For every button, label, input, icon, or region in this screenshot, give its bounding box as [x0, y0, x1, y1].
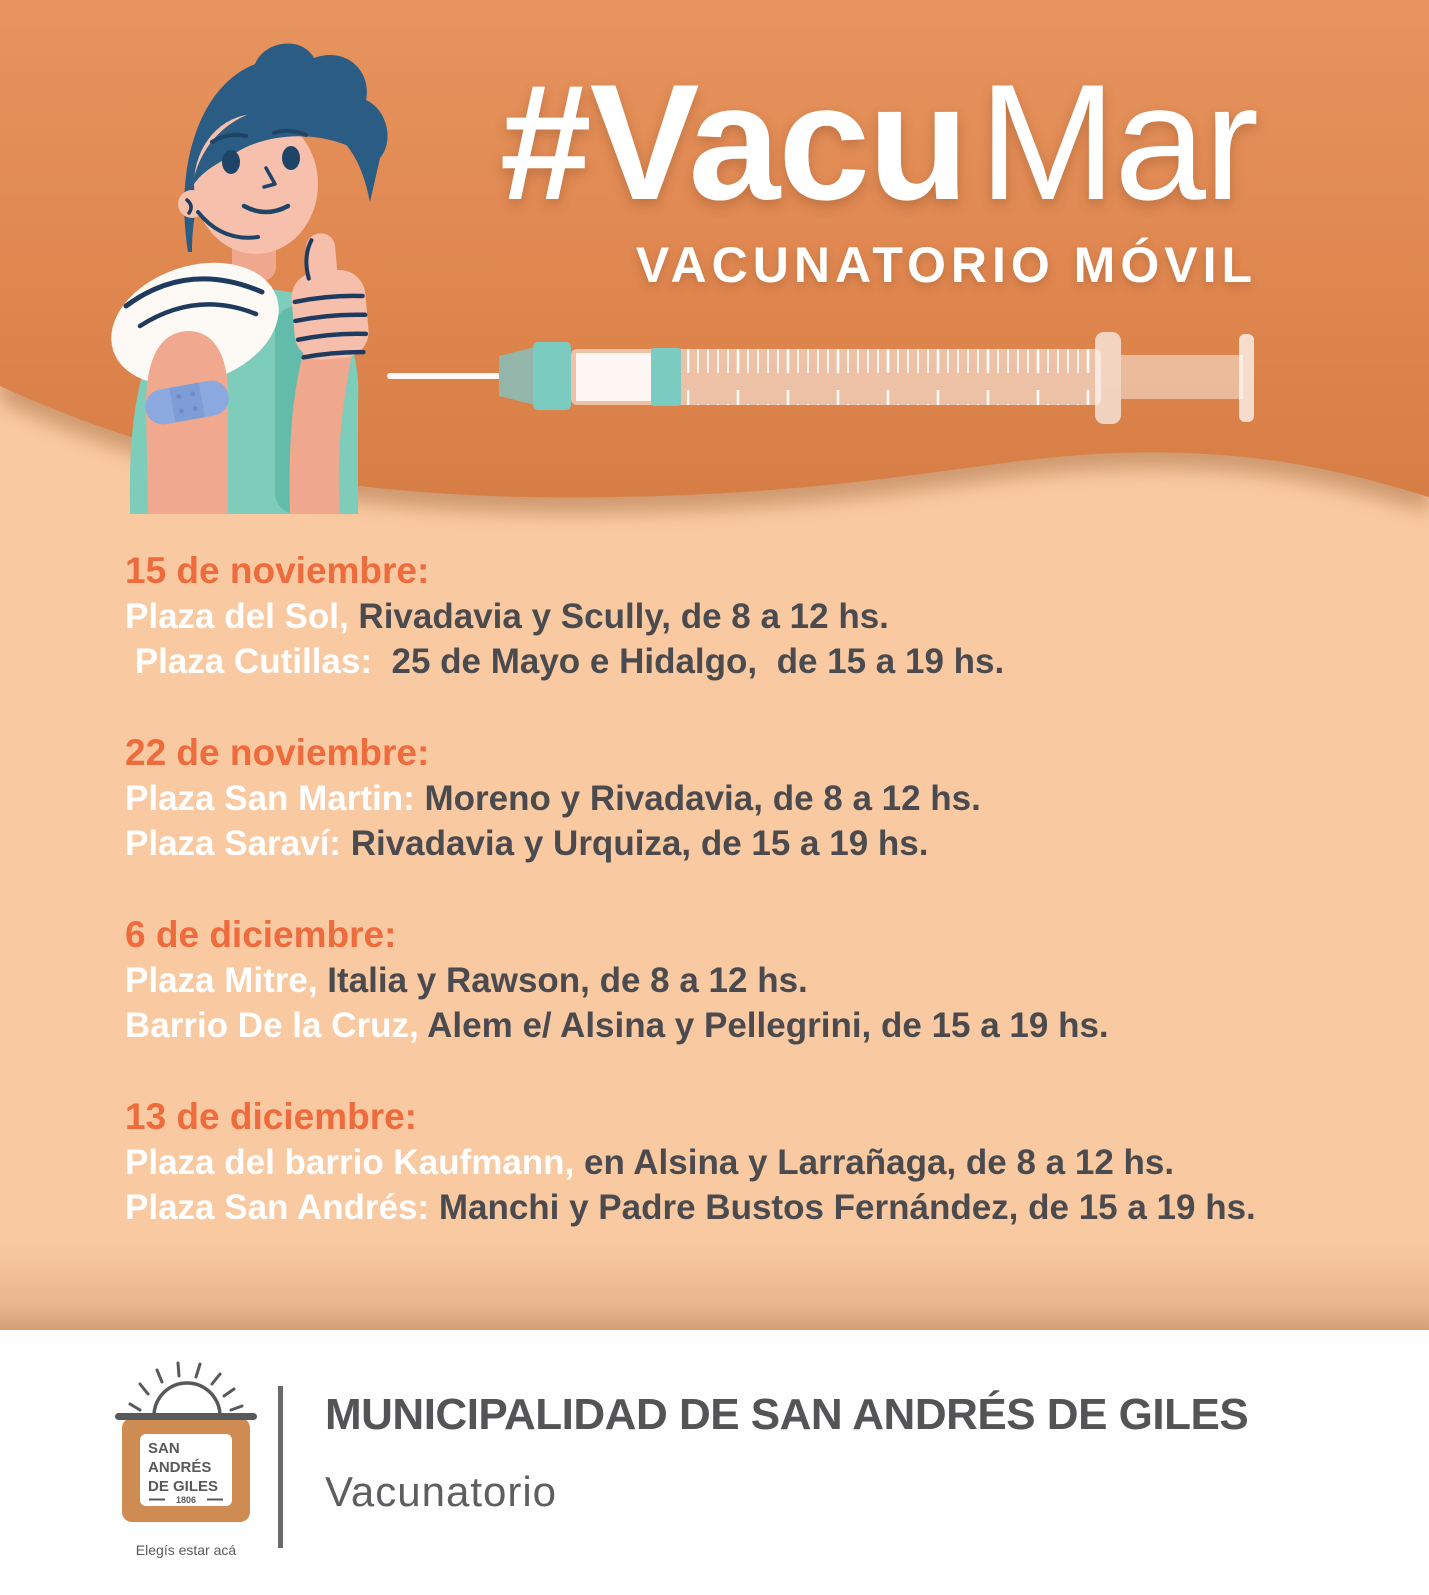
footer-divider	[278, 1386, 283, 1548]
schedule-detail: Alem e/ Alsina y Pellegrini, de 15 a 19 hs.	[418, 1006, 1109, 1045]
hashtag-title	[499, 50, 1257, 234]
syringe-flange	[1095, 332, 1121, 424]
logo-text-line3: DE GILES	[148, 1478, 219, 1495]
poster-title	[499, 50, 1257, 293]
schedule-detail: Moreno y Rivadavia, de 8 a 12 hs.	[414, 779, 981, 818]
logo-year: 1806	[175, 1495, 197, 1505]
schedule-place: Plaza San Martin:	[125, 779, 415, 818]
vaccination-schedule	[125, 548, 1385, 1276]
schedule-date: 22 de noviembre:	[125, 732, 430, 773]
schedule-entry	[125, 821, 1385, 866]
schedule-detail: Rivadavia y Urquiza, de 15 a 19 hs.	[340, 824, 929, 863]
boy-eye-left	[222, 150, 240, 174]
logo-tagline: Elegís estar acá	[135, 1542, 237, 1558]
municipality-logo	[102, 1352, 266, 1576]
schedule-place: Barrio De la Cruz,	[125, 1006, 419, 1045]
syringe-plunger-cap	[1239, 334, 1254, 422]
schedule-place: Plaza del Sol,	[125, 597, 349, 636]
syringe-plunger-seal	[651, 348, 681, 406]
logo-box-lid	[115, 1413, 257, 1420]
schedule-date: 15 de noviembre:	[125, 550, 430, 591]
schedule-place: Plaza San Andrés:	[125, 1188, 430, 1227]
schedule-detail: Italia y Rawson, de 8 a 12 hs.	[317, 961, 808, 1000]
schedule-place: Plaza Mitre,	[125, 961, 318, 1000]
schedule-detail: Rivadavia y Scully, de 8 a 12 hs.	[348, 597, 889, 636]
schedule-block	[125, 1094, 1385, 1230]
footer-organization: MUNICIPALIDAD DE SAN ANDRÉS DE GILES	[325, 1390, 1249, 1439]
hashtag-title-bold: #Vacu	[499, 50, 967, 234]
schedule-detail: en Alsina y Larrañaga, de 8 a 12 hs.	[574, 1143, 1175, 1182]
schedule-detail: Manchi y Padre Bustos Fernández, de 15 a 19 hs.	[429, 1188, 1256, 1227]
schedule-entry	[125, 1003, 1385, 1048]
schedule-block	[125, 548, 1385, 684]
schedule-entry	[125, 594, 1385, 639]
schedule-date: 6 de diciembre:	[125, 914, 397, 955]
syringe-hub	[533, 342, 571, 410]
schedule-detail: 25 de Mayo e Hidalgo, de 15 a 19 hs.	[372, 642, 1005, 681]
syringe-hub-cone	[499, 347, 535, 405]
schedule-entry	[125, 1185, 1385, 1230]
logo-text-line1: SAN	[148, 1440, 180, 1457]
poster-subtitle: VACUNATORIO MÓVIL	[635, 237, 1257, 293]
schedule-block	[125, 912, 1385, 1048]
vaccinated-boy-illustration	[60, 14, 450, 514]
schedule-entry	[125, 776, 1385, 821]
schedule-entry	[125, 639, 1385, 684]
schedule-entry	[125, 1140, 1385, 1185]
footer-department: Vacunatorio	[325, 1468, 558, 1515]
hashtag-title-light: Mar	[978, 50, 1257, 234]
logo-text-line2: ANDRÉS	[148, 1459, 212, 1476]
footer-top-shadow	[0, 1244, 1429, 1330]
syringe-fluid	[576, 353, 652, 401]
schedule-block	[125, 730, 1385, 866]
boy-eye-right	[282, 146, 300, 170]
syringe-illustration	[383, 322, 1263, 437]
schedule-place: Plaza Cutillas:	[125, 642, 373, 681]
syringe-plunger-rod	[1121, 355, 1243, 399]
sun-icon	[130, 1363, 242, 1416]
schedule-entry	[125, 958, 1385, 1003]
schedule-place: Plaza Saraví:	[125, 824, 341, 863]
schedule-place: Plaza del barrio Kaufmann,	[125, 1143, 575, 1182]
syringe-needle	[387, 373, 501, 379]
footer	[0, 1330, 1429, 1595]
syringe-scale-major	[687, 349, 1091, 405]
schedule-date: 13 de diciembre:	[125, 1096, 418, 1137]
